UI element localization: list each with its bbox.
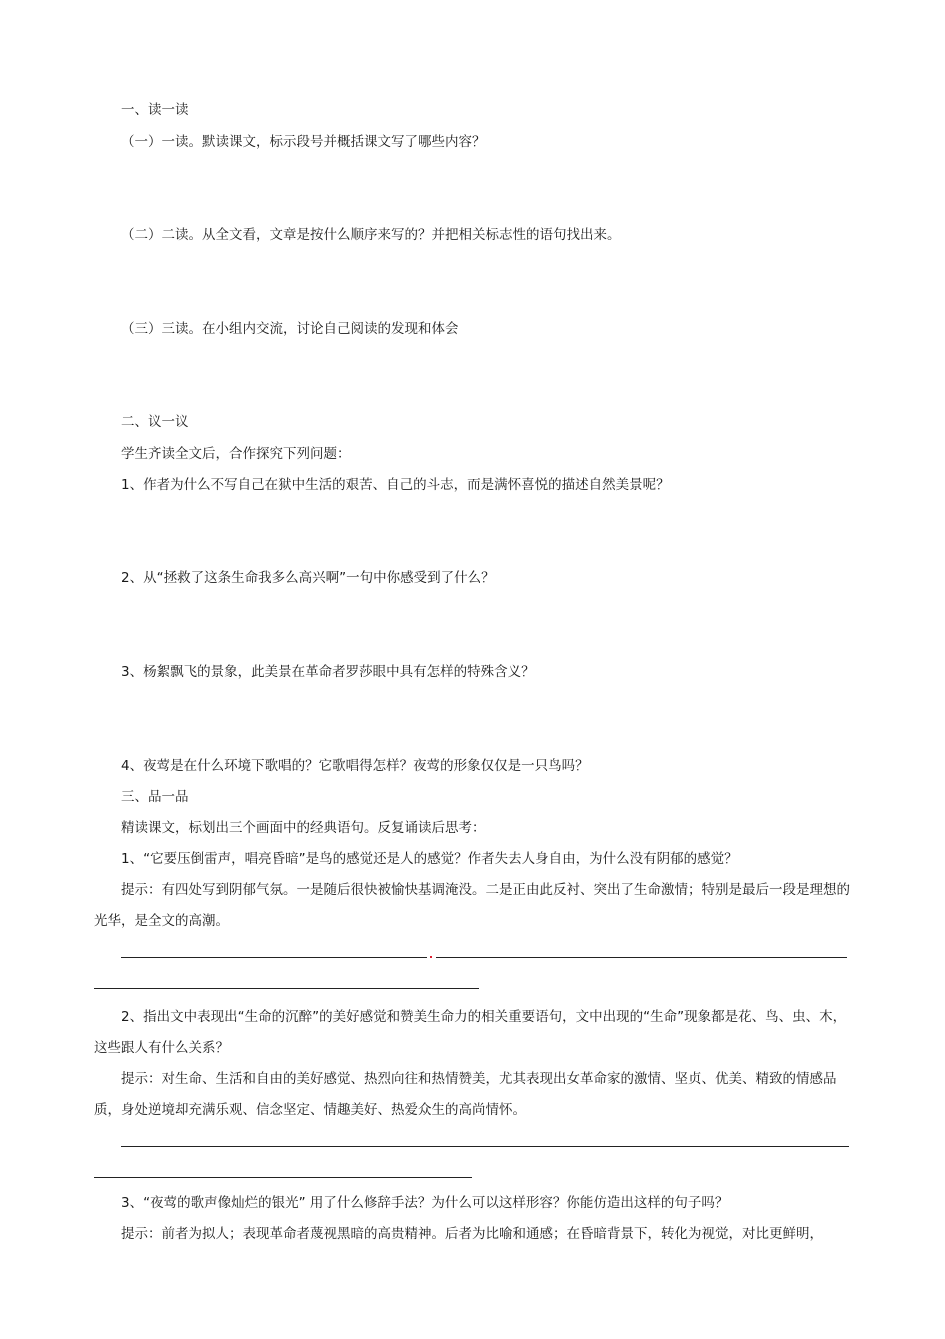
section2-question-3: 3、杨絮飘飞的景象，此美景在革命者罗莎眼中具有怎样的特殊含义？ [121,664,535,680]
section1-heading: 一、读一读 [121,102,189,118]
section3-question-1: 1、“它要压倒雷声，唱亮昏暗”是鸟的感觉还是人的感觉？作者失去人身自由，为什么没有阴郁的感觉？ [121,851,738,867]
section3-question-2: 2、指出文中表现出“生命的沉醉”的美好感觉和赞美生命力的相关重要语句，文中出现的“生命”现象都是花、鸟、虫、木，这些跟人有什么关系？ [94,1009,847,1056]
answer-line [94,988,479,989]
mark-dot [430,956,432,958]
section2-heading: 二、议一议 [121,414,189,430]
answer-line [94,1177,472,1178]
section3-hint-3: 提示：前者为拟人；表现革命者蔑视黑暗的高贵精神。后者为比喻和通感；在昏暗背景下，转化为视觉，对比更鲜明， [121,1226,823,1242]
section2-intro: 学生齐读全文后，合作探究下列问题： [121,446,351,462]
section1-question-2: （二）二读。从全文看，文章是按什么顺序来写的？并把相关标志性的语句找出来。 [121,227,621,243]
section1-question-3: （三）三读。在小组内交流，讨论自己阅读的发现和体会 [121,321,459,337]
section3-hint-1: 提示：有四处写到阴郁气氛。一是随后很快被愉快基调淹没。二是正由此反衬、突出了生命激情；特别是最后一段是理想的光华，是全文的高潮。 [94,882,850,929]
section2-question-4: 4、夜莺是在什么环境下歌唱的？它歌唱得怎样？夜莺的形象仅仅是一只鸟吗？ [121,758,589,774]
section3-question-3: 3、“夜莺的歌声像灿烂的银光” 用了什么修辞手法？为什么可以这样形容？你能仿造出这样的句子吗？ [121,1195,729,1211]
answer-line [121,957,427,958]
section3-intro: 精读课文，标划出三个画面中的经典语句。反复诵读后思考： [121,820,486,836]
answer-line [436,957,847,958]
section3-hint-2: 提示：对生命、生活和自由的美好感觉、热烈向往和热情赞美，尤其表现出女革命家的激情、坚贞、优美、精致的情感品质，身处逆境却充满乐观、信念坚定、情趣美好、热爱众生的高尚情怀。 [94,1071,837,1118]
answer-line [121,1146,849,1147]
section3-heading: 三、品一品 [121,789,189,805]
section2-question-1: 1、作者为什么不写自己在狱中生活的艰苦、自己的斗志，而是满怀喜悦的描述自然美景呢？ [121,477,670,493]
section2-question-2: 2、从“拯救了这条生命我多么高兴啊”一句中你感受到了什么？ [121,570,495,586]
section1-question-1: （一）一读。默读课文，标示段号并概括课文写了哪些内容？ [121,134,486,150]
